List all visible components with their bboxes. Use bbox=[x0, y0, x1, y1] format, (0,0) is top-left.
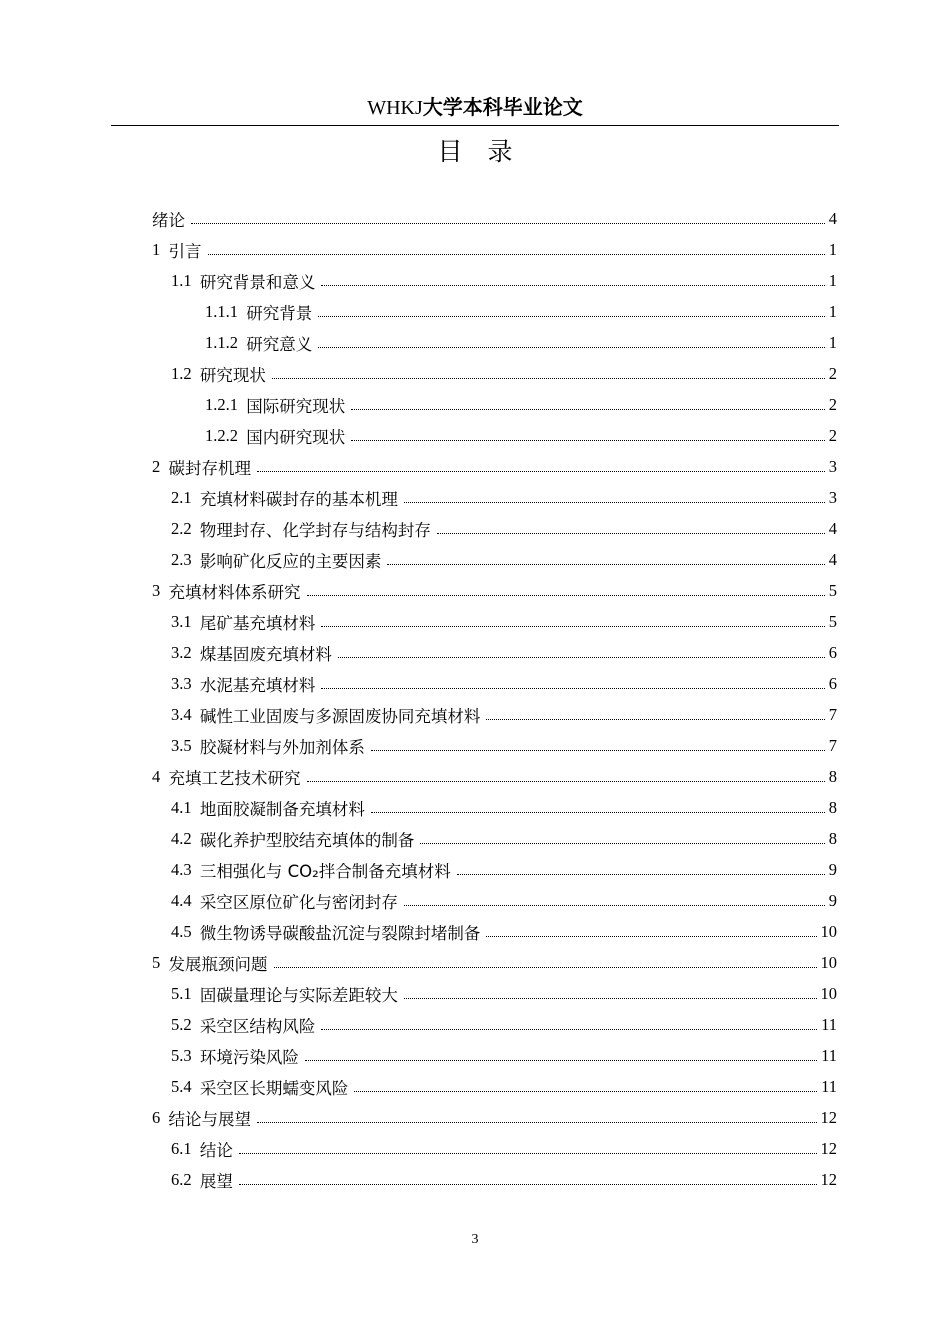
dot-leader bbox=[321, 1029, 817, 1030]
toc-entry-number: 5.1 bbox=[171, 983, 200, 1003]
toc-entry-number: 3.2 bbox=[171, 642, 200, 662]
toc-entry-number: 1.2.2 bbox=[205, 425, 247, 445]
toc-entry-page: 10 bbox=[820, 952, 837, 972]
toc-entry-number: 4.3 bbox=[171, 859, 200, 879]
toc-entry-number: 6.2 bbox=[171, 1169, 200, 1189]
dot-leader bbox=[486, 936, 816, 937]
toc-entry-title: 水泥基充填材料 bbox=[199, 675, 316, 695]
toc-entry-number: 2.3 bbox=[171, 549, 200, 569]
toc-entry[interactable] bbox=[0, 1009, 950, 1040]
toc-entry[interactable] bbox=[0, 544, 950, 575]
toc-entry[interactable] bbox=[0, 203, 950, 234]
toc-entry[interactable] bbox=[0, 761, 950, 792]
toc-entry[interactable] bbox=[0, 234, 950, 265]
toc-entry-title: 物理封存、化学封存与结构封存 bbox=[199, 520, 431, 540]
toc-entry-title: 充填工艺技术研究 bbox=[168, 768, 301, 788]
page-title: 目 录 bbox=[437, 137, 513, 166]
dot-leader bbox=[239, 1184, 817, 1185]
toc-entry-title: 国际研究现状 bbox=[246, 396, 346, 416]
toc-entry-page: 6 bbox=[828, 673, 837, 693]
toc-entry-number: 2 bbox=[152, 456, 169, 476]
toc-entry-number: 2.1 bbox=[171, 487, 200, 507]
dot-leader bbox=[307, 595, 825, 596]
toc-entry-title: 采空区结构风险 bbox=[199, 1016, 316, 1036]
toc-entry[interactable] bbox=[0, 637, 950, 668]
toc-entry-number: 5.3 bbox=[171, 1045, 200, 1065]
dot-leader bbox=[457, 874, 825, 875]
toc-entry-title: 煤基固废充填材料 bbox=[199, 644, 332, 664]
toc-entry-number: 1.2 bbox=[171, 363, 200, 383]
dot-leader bbox=[257, 471, 825, 472]
toc-entry-number: 1.1 bbox=[171, 270, 200, 290]
toc-entry-page: 4 bbox=[828, 208, 837, 228]
toc-entry-page: 7 bbox=[828, 704, 837, 724]
toc-entry-number: 3.4 bbox=[171, 704, 200, 724]
dot-leader bbox=[404, 502, 825, 503]
toc-entry-page: 11 bbox=[821, 1014, 837, 1034]
toc-entry[interactable] bbox=[0, 296, 950, 327]
toc-entry-number: 1 bbox=[152, 239, 169, 259]
dot-leader bbox=[208, 254, 825, 255]
toc-entry-page: 12 bbox=[820, 1169, 837, 1189]
dot-leader bbox=[274, 967, 817, 968]
toc-entry-title: 尾矿基充填材料 bbox=[199, 613, 316, 633]
dot-leader bbox=[404, 998, 817, 999]
toc-entry-title: 发展瓶颈问题 bbox=[168, 954, 268, 974]
table-of-contents bbox=[0, 203, 950, 1195]
toc-entry-number: 5 bbox=[152, 952, 169, 972]
toc-entry[interactable] bbox=[0, 265, 950, 296]
toc-entry-title: 充填材料碳封存的基本机理 bbox=[199, 489, 398, 509]
toc-entry-page: 11 bbox=[821, 1045, 837, 1065]
toc-entry[interactable] bbox=[0, 823, 950, 854]
toc-entry-title: 碳封存机理 bbox=[168, 458, 251, 478]
toc-entry[interactable] bbox=[0, 482, 950, 513]
toc-entry-title: 研究背景 bbox=[246, 303, 313, 323]
toc-entry-number: 4 bbox=[152, 766, 169, 786]
toc-entry-page: 7 bbox=[828, 735, 837, 755]
toc-entry-number: 4.5 bbox=[171, 921, 200, 941]
toc-entry-title: 充填材料体系研究 bbox=[168, 582, 301, 602]
toc-entry-page: 5 bbox=[828, 611, 837, 631]
toc-entry-page: 2 bbox=[828, 394, 837, 414]
toc-entry-title: 国内研究现状 bbox=[246, 427, 346, 447]
toc-entry-title: 研究意义 bbox=[246, 334, 313, 354]
toc-entry-page: 8 bbox=[828, 828, 837, 848]
toc-entry-page: 9 bbox=[828, 890, 837, 910]
toc-entry-number: 5.4 bbox=[171, 1076, 200, 1096]
dot-leader bbox=[338, 657, 825, 658]
toc-entry-page: 4 bbox=[828, 518, 837, 538]
toc-entry-title: 采空区长期蠕变风险 bbox=[199, 1078, 349, 1098]
toc-entry[interactable] bbox=[0, 792, 950, 823]
toc-entry-number: 6.1 bbox=[171, 1138, 200, 1158]
toc-entry-page: 1 bbox=[828, 239, 837, 259]
toc-entry[interactable] bbox=[0, 699, 950, 730]
toc-entry[interactable] bbox=[0, 668, 950, 699]
dot-leader bbox=[371, 750, 825, 751]
toc-entry-page: 8 bbox=[828, 766, 837, 786]
toc-entry-number: 5.2 bbox=[171, 1014, 200, 1034]
dot-leader bbox=[272, 378, 825, 379]
toc-entry[interactable] bbox=[0, 730, 950, 761]
toc-entry[interactable] bbox=[0, 947, 950, 978]
toc-entry[interactable] bbox=[0, 389, 950, 420]
toc-entry[interactable] bbox=[0, 978, 950, 1009]
dot-leader bbox=[371, 812, 825, 813]
toc-entry-title: 采空区原位矿化与密闭封存 bbox=[199, 892, 398, 912]
dot-leader bbox=[387, 564, 824, 565]
toc-entry-title: 结论 bbox=[199, 1140, 233, 1160]
toc-entry-page: 1 bbox=[828, 332, 837, 352]
dot-leader bbox=[191, 223, 825, 224]
header-rule bbox=[111, 125, 839, 126]
toc-entry[interactable] bbox=[0, 575, 950, 606]
page-number: 3 bbox=[471, 1232, 479, 1247]
toc-entry[interactable] bbox=[0, 606, 950, 637]
toc-entry-page: 9 bbox=[828, 859, 837, 879]
dot-leader bbox=[354, 1091, 817, 1092]
toc-entry-page: 3 bbox=[828, 487, 837, 507]
toc-entry-number: 1.2.1 bbox=[205, 394, 247, 414]
header-latin: WHKJ bbox=[367, 97, 423, 119]
dot-leader bbox=[437, 533, 825, 534]
toc-entry[interactable] bbox=[0, 1071, 950, 1102]
dot-leader bbox=[307, 781, 825, 782]
toc-entry-title: 碳化养护型胶结充填体的制备 bbox=[199, 830, 415, 850]
dot-leader bbox=[351, 409, 825, 410]
toc-entry-title: 影响矿化反应的主要因素 bbox=[199, 551, 382, 571]
toc-entry-page: 2 bbox=[828, 425, 837, 445]
toc-entry-page: 10 bbox=[820, 921, 837, 941]
dot-leader bbox=[420, 843, 824, 844]
toc-entry-number: 3.3 bbox=[171, 673, 200, 693]
toc-entry[interactable] bbox=[0, 451, 950, 482]
dot-leader bbox=[486, 719, 824, 720]
toc-entry-number: 2.2 bbox=[171, 518, 200, 538]
toc-entry-page: 3 bbox=[828, 456, 837, 476]
toc-entry-page: 6 bbox=[828, 642, 837, 662]
toc-entry[interactable] bbox=[0, 1164, 950, 1195]
toc-entry-page: 10 bbox=[820, 983, 837, 1003]
toc-entry-page: 2 bbox=[828, 363, 837, 383]
toc-entry-title: 展望 bbox=[199, 1171, 233, 1191]
toc-entry-page: 11 bbox=[821, 1076, 837, 1096]
toc-entry-number: 4.1 bbox=[171, 797, 200, 817]
toc-entry-number: 3.5 bbox=[171, 735, 200, 755]
toc-entry-title: 环境污染风险 bbox=[199, 1047, 299, 1067]
dot-leader bbox=[321, 285, 824, 286]
toc-entry-number: 3.1 bbox=[171, 611, 200, 631]
toc-entry-title: 胶凝材料与外加剂体系 bbox=[199, 737, 365, 757]
toc-entry-number: 3 bbox=[152, 580, 169, 600]
toc-entry-title: 研究现状 bbox=[199, 365, 266, 385]
toc-entry-title: 地面胶凝制备充填材料 bbox=[199, 799, 365, 819]
toc-entry[interactable] bbox=[0, 1133, 950, 1164]
toc-entry-title: 研究背景和意义 bbox=[199, 272, 316, 292]
toc-entry[interactable] bbox=[0, 916, 950, 947]
dot-leader bbox=[404, 905, 825, 906]
toc-entry-page: 4 bbox=[828, 549, 837, 569]
toc-entry-title: 固碳量理论与实际差距较大 bbox=[199, 985, 398, 1005]
toc-entry-title: 引言 bbox=[168, 241, 202, 261]
toc-entry-number: 4.2 bbox=[171, 828, 200, 848]
toc-entry[interactable] bbox=[0, 327, 950, 358]
toc-entry-title: 碱性工业固废与多源固废协同充填材料 bbox=[199, 706, 481, 726]
toc-entry-page: 8 bbox=[828, 797, 837, 817]
toc-entry-title: 绪论 bbox=[152, 210, 185, 230]
toc-entry[interactable] bbox=[0, 854, 950, 885]
toc-entry[interactable] bbox=[0, 420, 950, 451]
toc-entry[interactable] bbox=[0, 1102, 950, 1133]
toc-entry-page: 1 bbox=[828, 301, 837, 321]
toc-entry-page: 1 bbox=[828, 270, 837, 290]
running-header bbox=[0, 94, 950, 121]
toc-entry-page: 12 bbox=[820, 1138, 837, 1158]
toc-entry-page: 5 bbox=[828, 580, 837, 600]
dot-leader bbox=[321, 688, 824, 689]
toc-entry-title: 结论与展望 bbox=[168, 1109, 251, 1129]
dot-leader bbox=[321, 626, 824, 627]
toc-entry-page: 12 bbox=[820, 1107, 837, 1127]
toc-entry-number: 4.4 bbox=[171, 890, 200, 910]
toc-entry-number: 1.1.2 bbox=[205, 332, 247, 352]
dot-leader bbox=[351, 440, 825, 441]
toc-entry-title: 微生物诱导碳酸盐沉淀与裂隙封堵制备 bbox=[199, 923, 481, 943]
toc-entry-number: 1.1.1 bbox=[205, 301, 247, 321]
toc-entry-title: 三相强化与 CO₂拌合制备充填材料 bbox=[199, 861, 451, 881]
toc-entry[interactable] bbox=[0, 358, 950, 389]
dot-leader bbox=[318, 347, 825, 348]
toc-entry-number: 6 bbox=[152, 1107, 169, 1127]
toc-entry[interactable] bbox=[0, 513, 950, 544]
dot-leader bbox=[257, 1122, 817, 1123]
toc-entry[interactable] bbox=[0, 1040, 950, 1071]
dot-leader bbox=[305, 1060, 817, 1061]
dot-leader bbox=[318, 316, 825, 317]
header-title: 大学本科毕业论文 bbox=[422, 95, 583, 119]
dot-leader bbox=[239, 1153, 817, 1154]
toc-entry[interactable] bbox=[0, 885, 950, 916]
